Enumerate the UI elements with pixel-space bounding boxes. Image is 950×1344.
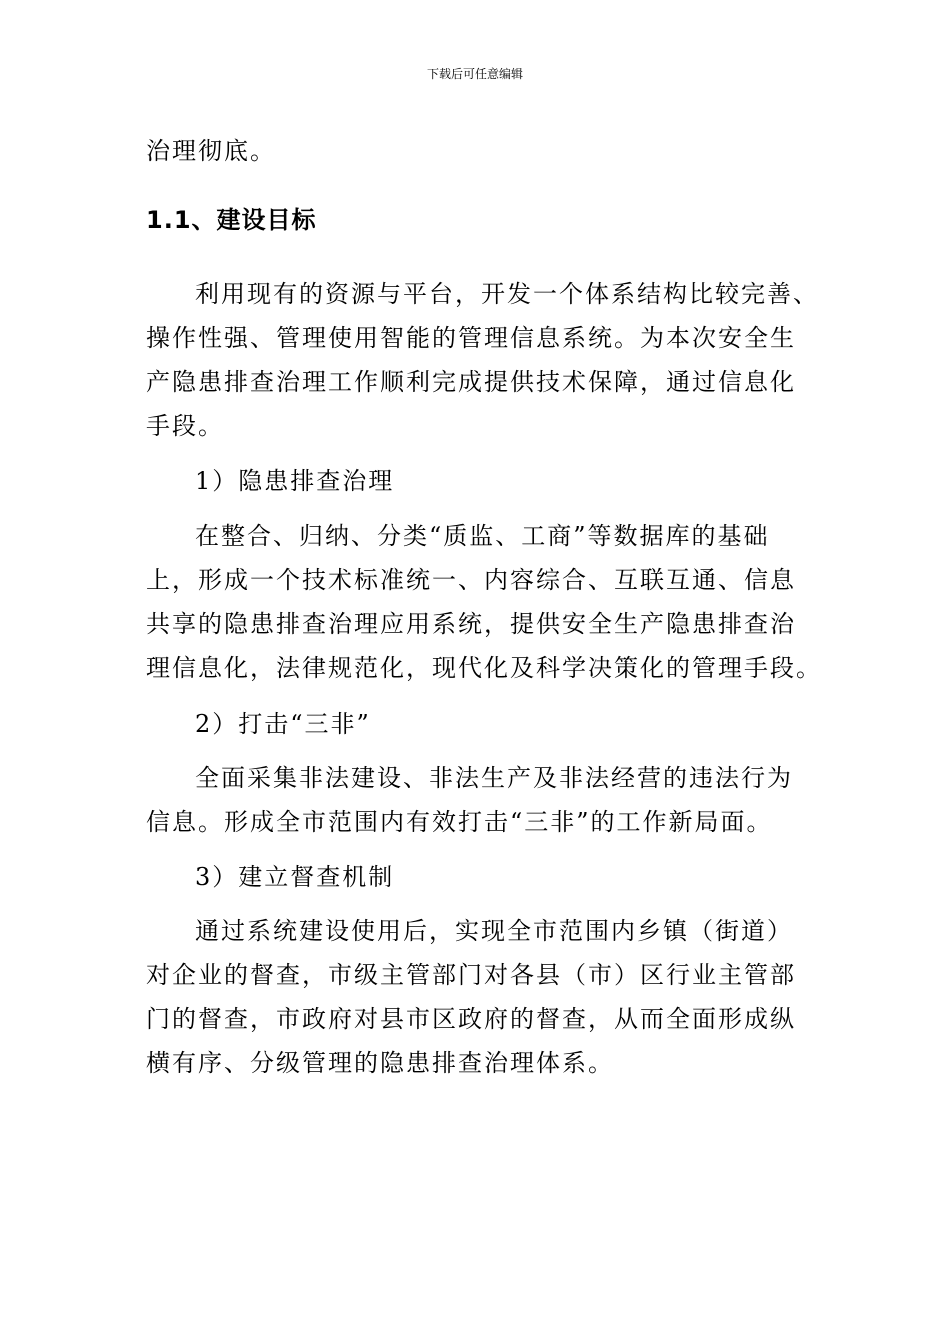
item3-line: 通过系统建设使用后，实现全市范围内乡镇（街道） — [195, 917, 793, 945]
item1-title: 1）隐患排查治理 — [195, 467, 395, 495]
item1-line: 上，形成一个技术标准统一、内容综合、互联互通、信息 — [146, 566, 796, 594]
section-heading: 1.1、建设目标 — [146, 206, 317, 234]
item2-title: 2）打击“三非” — [195, 710, 371, 738]
para1-line: 操作性强、管理使用智能的管理信息系统。为本次安全生 — [146, 324, 796, 352]
item2-line: 信息。形成全市范围内有效打击“三非”的工作新局面。 — [146, 808, 773, 836]
page-header: 下载后可任意编辑 — [426, 67, 523, 81]
item3-line: 门的督查，市政府对县市区政府的督查，从而全面形成纵 — [146, 1005, 796, 1033]
item1-line: 理信息化，法律规范化，现代化及科学决策化的管理手段。 — [146, 654, 822, 682]
item3-line: 对企业的督查，市级主管部门对各县（市）区行业主管部 — [146, 961, 796, 989]
item1-line: 在整合、归纳、分类“质监、工商”等数据库的基础 — [195, 522, 770, 550]
intro-tail-line: 治理彻底。 — [146, 137, 276, 165]
para1-line: 利用现有的资源与平台，开发一个体系结构比较完善、 — [195, 280, 819, 308]
item3-line: 横有序、分级管理的隐患排查治理体系。 — [146, 1049, 614, 1077]
item2-line: 全面采集非法建设、非法生产及非法经营的违法行为 — [195, 764, 793, 792]
item3-title: 3）建立督查机制 — [195, 863, 395, 891]
para1-line: 手段。 — [146, 412, 224, 440]
item1-line: 共享的隐患排查治理应用系统，提供安全生产隐患排查治 — [146, 610, 796, 638]
para1-line: 产隐患排查治理工作顺利完成提供技术保障，通过信息化 — [146, 368, 796, 396]
